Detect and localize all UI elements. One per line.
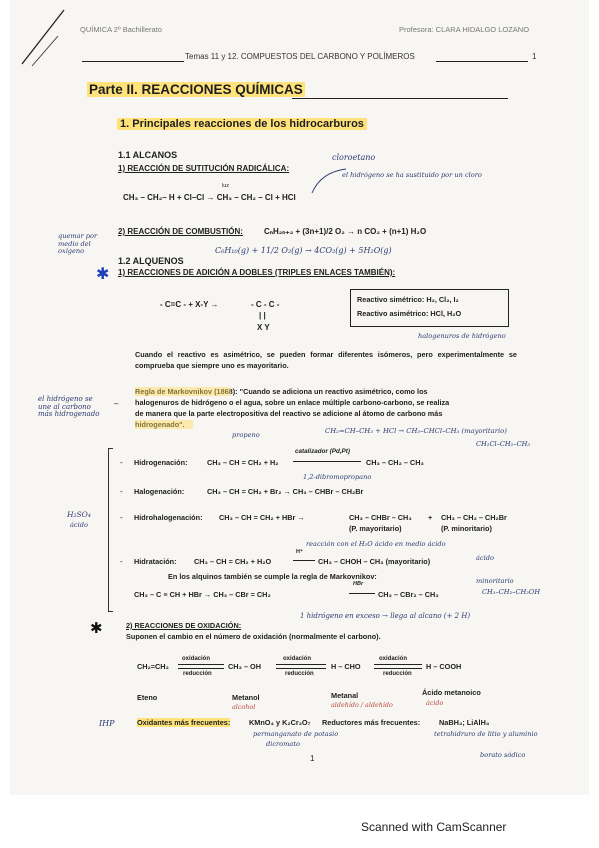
red-arrow-3 [374, 668, 422, 669]
dash-mark: - [120, 487, 123, 496]
species-metanal-formula: H – CHO [331, 662, 361, 671]
ox-label-3: oxidación [379, 656, 408, 662]
alquino-arrow [349, 593, 375, 594]
teacher-label: Profesora: CLARA HIDALGO LOZANO [399, 25, 530, 34]
oxidantes-label: Oxidantes más frecuentes: [137, 718, 231, 727]
species-eteno-formula: CH₂=CH₂ [137, 662, 169, 671]
reactions-bracket [108, 448, 113, 612]
handwritten-litio-aluminio: tetrahidruro de litio y aluminio [434, 730, 538, 738]
alquenos-title: 1.2 ALQUENOS [118, 256, 184, 266]
reductores-label: Reductores más frecuentes: [322, 718, 421, 727]
hidrogenacion-label: Hidrogenación: [134, 458, 188, 467]
handwritten-propanol: CH₃–CH₂–CH₂OH [482, 588, 541, 596]
product-minoritario-note: (P. minoritario) [441, 524, 492, 533]
hidrohalogenacion-plus: + [428, 513, 433, 522]
annotation-arrow [310, 165, 350, 195]
ox-arrow-3 [374, 664, 422, 665]
header-rule-right [436, 61, 528, 62]
markovnikov-line-3: de manera que la parte electropositiva del reactivo se adicione al átomo de carbono más [135, 409, 443, 418]
handwritten-permanganato: permanganato de potasio [253, 730, 339, 738]
ox-label-2: oxidación [283, 656, 312, 662]
alquino-equation: CH₃ – C ≡ CH + HBr → CH₃ – CBr = CH₂ [134, 590, 271, 599]
general-equation-left: - C=C - + X-Y → [160, 300, 219, 309]
handwritten-markov-example: CH₂=CH–CH₃ + HCl → CH₃–CHCl–CH₃ (mayoritario) [325, 427, 507, 435]
hidratacion-label: Hidratación: [134, 557, 177, 566]
red-label-3: reducción [383, 671, 412, 677]
asymmetric-note: Cuando el reactivo es asimétrico, se pueden formar diferentes isómeros, pero experimentalmente se comprueba que siempre uno es mayoritario. [135, 350, 517, 370]
handwritten-propeno: propeno [232, 431, 260, 439]
alcanos-r2-title: 2) REACCIÓN DE COMBUSTIÓN: [118, 227, 243, 236]
oxidantes-value: KMnO₄ y K₂Cr₂O₇ [249, 718, 311, 727]
species-acido-formula: H – COOH [426, 662, 462, 671]
markovnikov-line-4: hidrogenado". [135, 420, 185, 429]
handwritten-alcohol: alcohol [232, 703, 256, 711]
asterisk-mark-icon: ✱ [90, 620, 103, 637]
section-title: 1. Principales reacciones de los hidrocarburos [117, 118, 367, 130]
red-label-1: reducción [183, 671, 212, 677]
alquino-hbr-label: HBr [353, 581, 364, 587]
handwritten-dibromopropano: 1,2-dibromopropano [303, 473, 372, 481]
footer-page-number: 1 [310, 754, 315, 763]
halogenacion-label: Halogenación: [134, 487, 185, 496]
alquinos-note: En los alquinos también se cumple la regla de Markovnikov: [168, 572, 377, 581]
halogenacion-equation: CH₃ – CH = CH₂ + Br₂ → CH₃ – CHBr – CH₂Br [207, 487, 364, 496]
hidrogenacion-arrow [293, 461, 361, 462]
handwritten-ihp: IHP [99, 719, 115, 728]
handwritten-aldehido: aldehído / aldehído [331, 701, 393, 709]
species-metanol-formula: CH₃ – OH [228, 662, 261, 671]
name-eteno: Eteno [137, 693, 158, 702]
handwritten-h2so4: H₂SO₄ [67, 510, 91, 519]
alcanos-r1-title: 1) REACCIÓN DE SUTITUCIÓN RADICÁLICA: [118, 164, 290, 173]
reactivo-simetrico: Reactivo simétrico: H₂, Cl₂, I₂ [357, 295, 459, 304]
hidratacion-catalyst: H⁺ [296, 549, 303, 555]
hidrohalogenacion-label: Hidrohalogenación: [134, 513, 203, 522]
part-title-underline [292, 98, 508, 99]
dash-mark: - [120, 513, 123, 522]
handwritten-hidrogeno-exceso: 1 hidrógeno en exceso → llega al alcano (+ 2 H) [300, 612, 471, 620]
oxidacion-subtitle: Suponen el cambio en el número de oxidación (normalmente el carbono). [126, 632, 381, 641]
pen-stroke-mark [18, 6, 78, 66]
general-xy: X Y [257, 323, 270, 332]
handwritten-acido-2: ácido [476, 554, 494, 562]
ox-arrow-1 [178, 664, 224, 665]
handwritten-combustion-margin: quemar por medio del oxígeno [58, 232, 98, 256]
handwritten-dicromato: dicromato [266, 740, 300, 748]
handwritten-hidratacion-note: reacción con el H₂O ácido en medio ácido [306, 540, 446, 548]
hidratacion-arrow [293, 560, 315, 561]
handwritten-borato: borato sódico [480, 751, 526, 759]
header-rule-left [82, 61, 184, 62]
alquenos-r1-title: 1) REACCIONES DE ADICIÓN A DOBLES (TRIPLES ENLACES TAMBIÉN): [118, 268, 396, 277]
oxidacion-title: 2) REACCIONES DE OXIDACIÓN: [126, 621, 242, 630]
red-label-2: reducción [285, 671, 314, 677]
subject-label: QUÍMICA 2º Bachillerato [80, 25, 162, 34]
red-arrow-1 [178, 668, 224, 669]
handwritten-acido: ácido [70, 521, 88, 529]
name-metanal: Metanal [331, 691, 359, 700]
handwritten-combustion-equation: C₆H₁₀(g) + 11/2 O₂(g) → 4CO₂(g) + 5H₂O(g) [215, 246, 392, 255]
star-mark-icon: ✱ [96, 266, 110, 283]
part-title: Parte II. REACCIONES QUÍMICAS [89, 82, 303, 97]
reactivo-asimetrico: Reactivo asimétrico: HCl, H₂O [357, 309, 462, 318]
red-arrow-2 [276, 668, 326, 669]
hidrogenacion-equation: CH₃ – CH = CH₂ + H₂ [207, 458, 279, 467]
hidrogenacion-catalyst: catalizador (Pd,Pt) [295, 448, 350, 455]
hidratacion-product: CH₃ – CHOH – CH₃ (mayoritario) [318, 557, 431, 566]
alcanos-r2-equation: CₙH₂ₙ₊₂ + (3n+1)/2 O₂ → n CO₂ + (n+1) H₂O [264, 227, 427, 236]
markovnikov-line-1: Regla de Markovnikov (1868): "Cuando se adiciona un reactivo asimétrico, como los [135, 387, 428, 396]
handwritten-margin-markov: el hidrógeno se une al carbono más hidrogenado [38, 395, 100, 419]
highlight-markov [135, 387, 231, 396]
hidrohalogenacion-product-2: CH₃ – CH₂ – CH₂Br [441, 513, 507, 522]
dash-mark: - [120, 557, 123, 566]
name-acido-metanoico: Ácido metanoico [422, 688, 481, 697]
dash-mark: – [114, 399, 119, 408]
general-bonds: | | [259, 311, 266, 320]
hidrohalogenacion-product-1: CH₃ – CHBr – CH₃ [349, 513, 412, 522]
alcanos-r1-equation: CH₃ – CH₂– H + Cl–Cl → CH₃ – CH₂ – Cl + HCl [123, 193, 296, 202]
ox-arrow-2 [276, 664, 326, 665]
dash-mark: - [120, 458, 123, 467]
product-mayoritario-note: (P. mayoritario) [349, 524, 402, 533]
scanner-watermark: Scanned with CamScanner [361, 820, 507, 834]
markovnikov-line-2: halogenuros de hidrógeno o el agua, sobre un enlace múltiple carbono-carbono, se realiza [135, 398, 450, 407]
reductores-value: NaBH₄; LiAlH₄ [439, 718, 490, 727]
hidrohalogenacion-equation: CH₃ – CH = CH₂ + HBr → [219, 513, 305, 522]
handwritten-cloroetano: cloroetano [332, 153, 376, 162]
luz-label: luz [222, 183, 230, 189]
handwritten-cl-note: el hidrógeno se ha sustituido por un cloro [342, 171, 482, 179]
handwritten-minoritario: minoritario [476, 577, 514, 585]
topic-title: Temas 11 y 12. COMPUESTOS DEL CARBONO Y POLÍMEROS [185, 52, 415, 61]
header-page-number: 1 [532, 52, 537, 61]
hidrogenacion-product: CH₃ – CH₂ – CH₃ [366, 458, 424, 467]
alcanos-title: 1.1 ALCANOS [118, 150, 178, 160]
hidratacion-equation: CH₃ – CH = CH₂ + H₂O [194, 557, 272, 566]
alquino-product: CH₃ – CBr₂ – CH₃ [378, 590, 439, 599]
handwritten-halogenuros: halogenuros de hidrógeno [418, 332, 506, 340]
highlight-hidrogenado [135, 420, 193, 429]
handwritten-markov-example-2: CH₂Cl–CH₂–CH₃ [476, 440, 531, 448]
name-metanol: Metanol [232, 693, 260, 702]
general-equation-right: - C - C - [251, 300, 280, 309]
handwritten-acido-3: ácido [426, 699, 444, 707]
ox-label-1: oxidación [182, 656, 211, 662]
